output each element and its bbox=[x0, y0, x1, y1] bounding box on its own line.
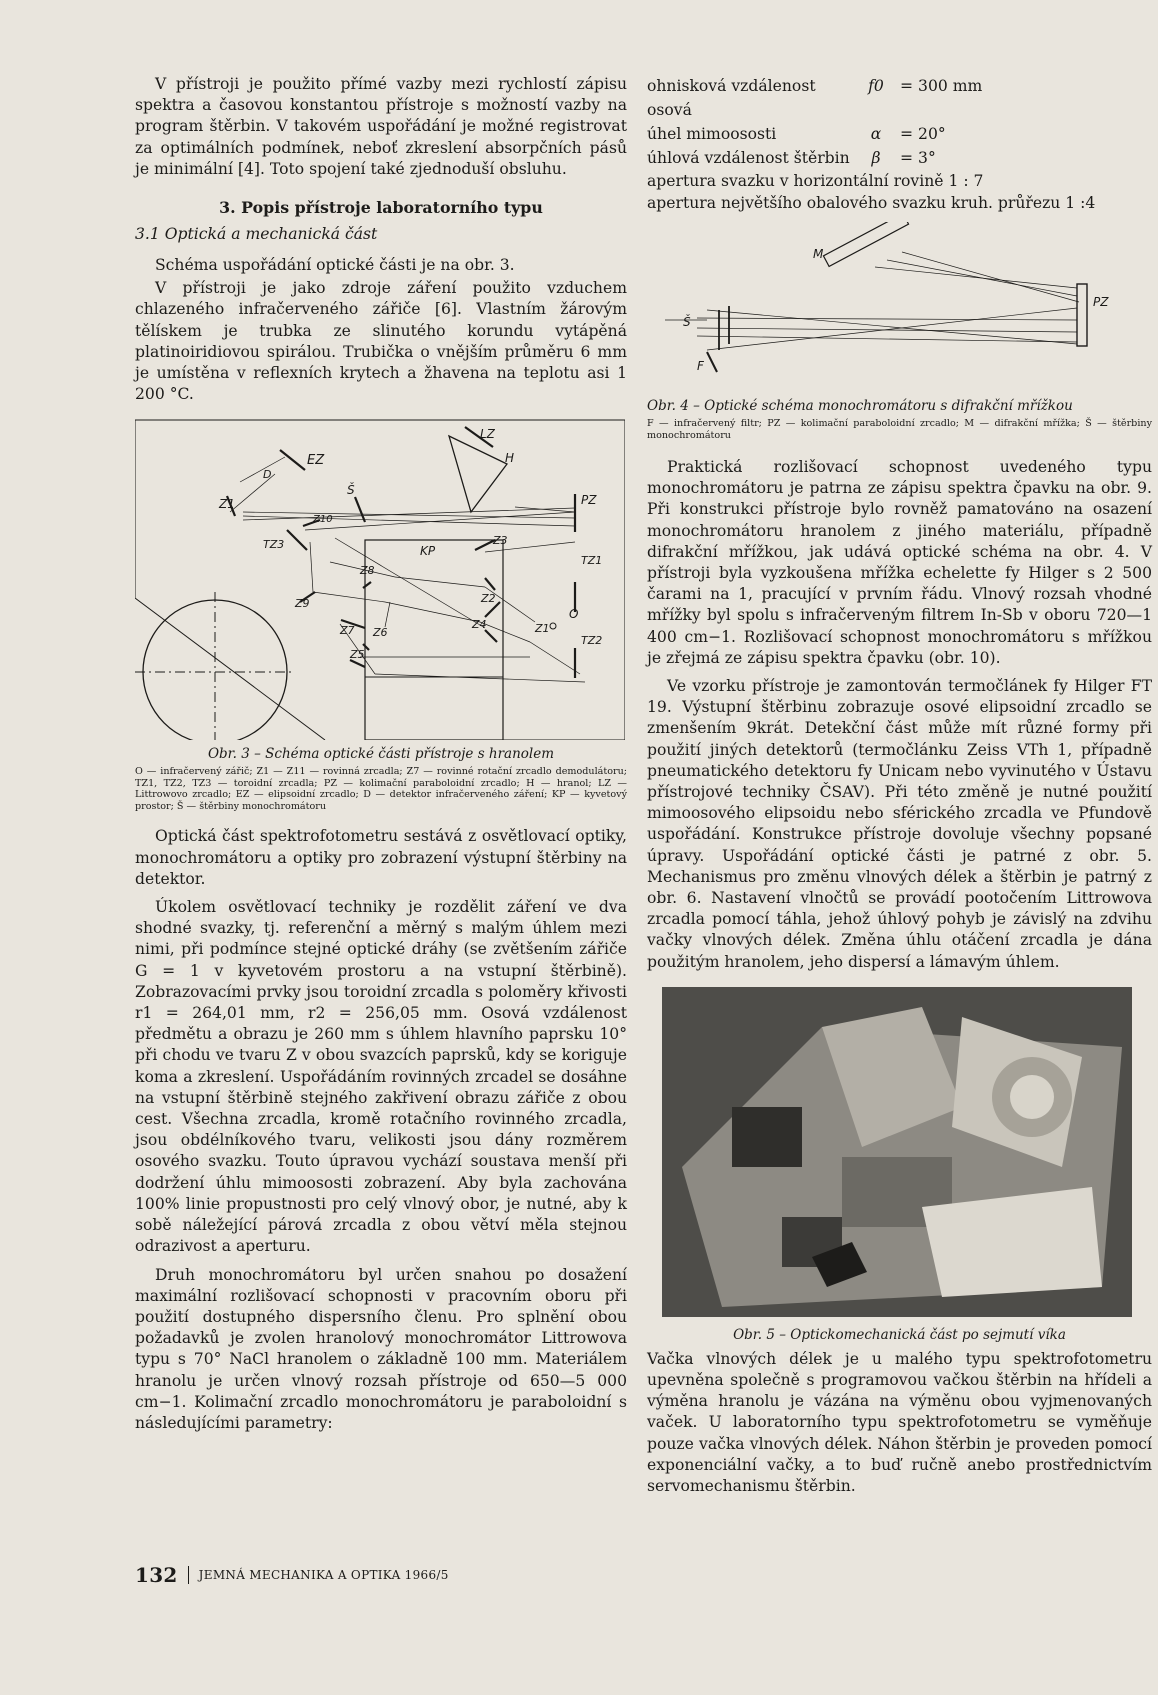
optical-schematic-grating bbox=[647, 222, 1137, 392]
label-pz: PZ bbox=[581, 493, 597, 508]
parameter-list bbox=[647, 74, 1152, 214]
label-f: F bbox=[697, 359, 704, 373]
paragraph: V přístroji je jako zdroje záření použito vzduchem chlazeného infračerveného zářiče [6]. Vlastním žárovým tělískem je trubka ze slinutého korundu vytápěná platinoiridiovou spirálou. Trubička o vnějším průměru 6 mm je umístěna v reflexních krytech a žhavena na teplotu asi 1 200 °C. bbox=[135, 279, 627, 404]
figure-4-caption: Obr. 4 – Optické schéma monochromátoru s difrakční mřížkou bbox=[647, 398, 1073, 414]
parameter-row bbox=[647, 74, 1152, 122]
label-z2: Z2 bbox=[481, 592, 496, 606]
label-z3: Z3 bbox=[493, 534, 508, 548]
param-value: = 3° bbox=[900, 149, 936, 167]
subsection-heading: 3.1 Optická a mechanická část bbox=[135, 225, 378, 244]
parameter-line: apertura svazku v horizontální rovině 1 : 7 bbox=[647, 172, 984, 190]
param-label: ohnisková vzdálenost osová bbox=[647, 77, 816, 119]
paragraph: Vačka vlnových délek je u malého typu spektrofotometru upevněna společně s programovou vačkou štěrbin na hřídeli a výměna hranolu je vázána na výměnu obou vyjmenovaných vaček. U laboratorního typu spektrofotometru se vyměňuje pouze vačka vlnových délek. Náhon štěrbin je proveden pomocí exponenciální vačky, a to buď ručně anebo prostřednictvím servomechanismu štěrbin. bbox=[647, 1349, 1152, 1496]
label-z7: Z7 bbox=[340, 624, 355, 638]
paragraph: Druh monochromátoru byl určen snahou po dosažení maximální rozlišovací schopnosti v pracovním oboru při použití dostupného dispersního členu. Pro splnění obou požadavků je zvolen hranolový monochromátor Littrowova typu s 70° NaCl hranolem o základně 100 mm. Materiálem hranolu je určen vlnový rozsah přístroje od 650—5 000 cm−1. Kolimační zrcadlo monochromátoru je paraboloidní s následujícími parametry: bbox=[135, 1265, 627, 1432]
right-column bbox=[647, 74, 1152, 1504]
left-column bbox=[135, 74, 627, 1441]
figure-5-caption: Obr. 5 – Optickomechanická část po sejmutí víka bbox=[733, 1326, 1066, 1343]
label-z8: Z8 bbox=[360, 564, 375, 578]
label-kp: KP bbox=[420, 544, 436, 559]
optical-schematic-prism bbox=[135, 412, 625, 740]
label-m: M bbox=[813, 247, 824, 261]
figure-3 bbox=[135, 412, 627, 812]
label-d: D bbox=[263, 468, 272, 482]
footer-divider bbox=[188, 1566, 189, 1584]
label-z4: Z4 bbox=[472, 618, 487, 632]
photo-rendering bbox=[662, 987, 1132, 1317]
label-z10: Z10 bbox=[313, 514, 333, 526]
label-z1b: Z1 bbox=[535, 622, 550, 636]
param-symbol: α bbox=[870, 125, 882, 143]
figure-3-caption: Obr. 3 – Schéma optické části přístroje s hranolem bbox=[207, 746, 555, 763]
label-z6: Z6 bbox=[373, 626, 388, 640]
photo-optomechanical-assembly bbox=[662, 987, 1132, 1317]
page-number: 132 bbox=[135, 1563, 178, 1587]
label-h: H bbox=[505, 451, 515, 466]
parameter-row bbox=[647, 122, 1152, 146]
label-tz2: TZ2 bbox=[581, 634, 603, 648]
figure-4 bbox=[647, 222, 1152, 441]
figure-4-legend: F — infračervený filtr; PZ — kolimační paraboloidní zrcadlo; M — difrakční mřížka; Š — štěrbiny monochromátoru bbox=[647, 418, 1152, 441]
paragraph: Ve vzorku přístroje je zamontován termočlánek fy Hilger FT 19. Výstupní štěrbinu zobrazuje osové elipsoidní zrcadlo se zmenšením 9krát. Detekční část může mít různé formy při použití jiných detektorů (termočlánku Zeiss VTh 1, případně pneumatického detektoru fy Unicam nebo vyvinutého v Ústavu přístrojové techniky ČSAV). Při této změně je nutné použití mimoosového elipsoidu nebo sférického zrcadla ve Pfundově uspořádání. Konstrukce přístroje dovoluje všechny popsané úpravy. Uspořádání optické části je patrné z obr. 5. Mechanismus pro změnu vlnových délek a štěrbin je patrný z obr. 6. Nastavení vlnočtů se provádí pootočením Littrowova zrcadla pomocí táhla, jehož úhlový pohyb je závislý na zdvihu vačky vlnových délek. Změna úhlu otáčení zrcadla je dána použitým hranolem, jeho dispersí a lámavým úhlem. bbox=[647, 677, 1152, 971]
parameter-line: apertura největšího obalového svazku kruh. průřezu 1 :4 bbox=[647, 194, 1096, 212]
label-s: Š bbox=[347, 483, 355, 498]
page-footer bbox=[135, 1563, 449, 1587]
label-pz: PZ bbox=[1093, 295, 1109, 309]
param-value: = 20° bbox=[900, 125, 946, 143]
parameter-row bbox=[647, 146, 1152, 170]
label-lz: LZ bbox=[480, 427, 495, 442]
label-tz1: TZ1 bbox=[581, 554, 603, 568]
param-symbol: f0 bbox=[868, 77, 884, 95]
param-value: = 300 mm bbox=[900, 77, 983, 95]
label-tz3: TZ3 bbox=[263, 538, 285, 552]
param-label: úhlová vzdálenost štěrbin bbox=[647, 149, 850, 167]
label-z9: Z9 bbox=[295, 597, 310, 611]
paragraph: Praktická rozlišovací schopnost uvedeného typu monochromátoru je patrna ze zápisu spektra čpavku na obr. 9. Při konstrukci přístroje bylo rovněž pamatováno na osazení monochromátoru hranolem z jiného materiálu, případně difrakční mřížkou, jak udává optické schéma na obr. 4. V přístroji byla vyzkoušena mřížka echelette fy Hilger s 2 500 čarami na 1, pracující v prvním řádu. Vlnový rozsah vhodné mřížky byl spolu s infračerveným filtrem In-Sb v oboru 720—1 400 cm−1. Rozlišovací schopnost monochromátoru s mřížkou je zřejmá ze zápisu spektra čpavku (obr. 10). bbox=[647, 458, 1152, 667]
label-z5: Z5 bbox=[350, 648, 365, 662]
param-label: úhel mimoososti bbox=[647, 125, 777, 143]
label-ez: EZ bbox=[307, 453, 325, 469]
label-z1: Z1 bbox=[219, 497, 235, 512]
paragraph: Optická část spektrofotometru sestává z osvětlovací optiky, monochromátoru a optiky pro zobrazení výstupní štěrbiny na detektor. bbox=[135, 827, 627, 888]
figure-3-legend: O — infračervený zářič; Z1 — Z11 — rovinná zrcadla; Z7 — rovinné rotační zrcadlo demodulátoru; TZ1, TZ2, TZ3 — toroidní zrcadla; PZ — kolimační paraboloidní zrcadlo; H — hranol; LZ — Littrowovo zrcadlo; EZ — elipsoidní zrcadlo; D — detektor infračerveného záření; KP — kyvetový prostor; Š — štěrbiny monochromátoru bbox=[135, 766, 627, 812]
section-heading: 3. Popis přístroje laboratorního typu bbox=[219, 198, 543, 218]
label-s: Š bbox=[683, 315, 691, 329]
label-o: O bbox=[569, 607, 579, 622]
figure-5 bbox=[647, 987, 1152, 1343]
paragraph: Úkolem osvětlovací techniky je rozdělit záření ve dva shodné svazky, tj. referenční a měrný s malým úhlem mezi nimi, při podmínce stejné optické dráhy (se zvětšením zářiče G = 1 v kyvetovém prostoru a na vstupní štěrbině). Zobrazovacími prvky jsou toroidní zrcadla s poloměry křivosti r1 = 264,01 mm, r2 = 256,05 mm. Osová vzdálenost předmětu a obrazu je 260 mm s úhlem hlavního paprsku 10° při chodu ve tvaru Z v obou svazcích paprsků, kdy se koriguje koma a zkreslení. Uspořádáním rovinných zrcadel se dosáhne na vstupní štěrbině stejného zakřivení obrazu zářiče z obou cest. Všechna zrcadla, kromě rotačního rovinného zrcadla, jsou obdélníkového tvaru, velikosti jsou dány rozměrem osového svazku. Touto úpravou vychází soustava menší při dodržení úhlu mimoososti zobrazení. Aby byla zachována 100% linie propustnosti pro celý vlnový obor, je nutné, aby k sobě náležející párová zrcadla z obou větví měla stejnou odrazivost a aperturu. bbox=[135, 898, 627, 1256]
paragraph: V přístroji je použito přímé vazby mezi rychlostí zápisu spektra a časovou konstantou přístroje s možností vazby na program štěrbin. V takovém uspořádání je možné registrovat za optimálních podmínek, neboť zkreslení absorpčních pásů je minimální [4]. Toto spojení také zjednoduší obsluhu. bbox=[135, 75, 627, 178]
journal-name: JEMNÁ MECHANIKA A OPTIKA 1966/5 bbox=[198, 1568, 449, 1582]
param-symbol: β bbox=[871, 149, 881, 167]
paragraph: Schéma uspořádání optické části je na obr. 3. bbox=[155, 256, 515, 275]
